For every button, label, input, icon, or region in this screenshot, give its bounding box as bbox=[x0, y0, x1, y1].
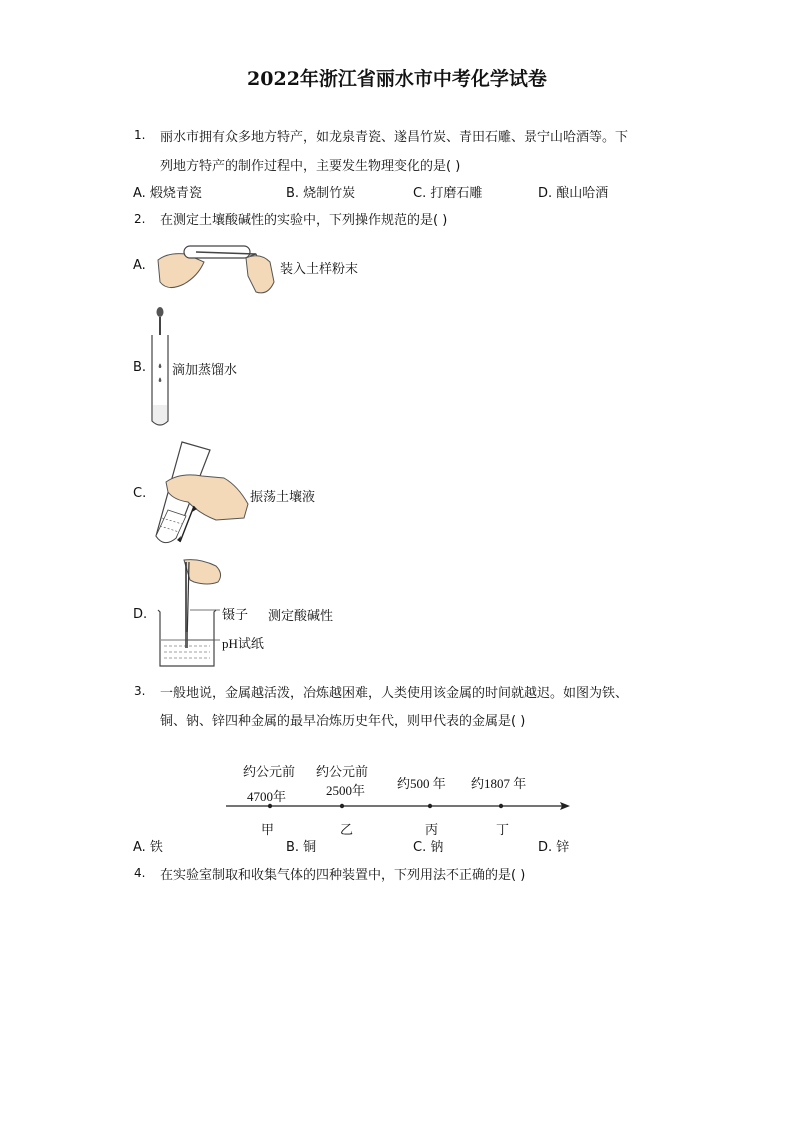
q2-option-b-letter[interactable]: B. bbox=[133, 360, 147, 375]
timeline-dot-ding bbox=[499, 804, 503, 808]
q3-number: 3. bbox=[134, 684, 146, 698]
q2-c-label: 振荡土壤液 bbox=[250, 490, 316, 505]
q2-option-c-letter[interactable]: C. bbox=[133, 486, 147, 501]
timeline-bing-top: 约500 年 bbox=[397, 776, 446, 791]
q2-a-illustration bbox=[156, 232, 281, 298]
q3-option-b[interactable]: B. 铜 bbox=[286, 840, 317, 855]
q2-b-label: 滴加蒸馏水 bbox=[172, 363, 238, 378]
q2-option-a-letter[interactable]: A. bbox=[133, 258, 146, 273]
timeline-jia-name: 甲 bbox=[261, 823, 275, 838]
timeline-dot-yi bbox=[340, 804, 344, 808]
timeline-jia-top: 约公元前 bbox=[243, 765, 296, 780]
q2-number: 2. bbox=[134, 212, 146, 226]
q3-option-a[interactable]: A. 铁 bbox=[133, 840, 163, 855]
q2-d-tweezers-label: 镊子 bbox=[222, 608, 249, 623]
q2-d-illustration bbox=[150, 558, 230, 670]
q1-number: 1. bbox=[134, 128, 146, 142]
q2-c-illustration bbox=[152, 438, 252, 550]
timeline-jia-bottom: 4700年 bbox=[247, 789, 287, 804]
timeline-ding-top: 约1807 年 bbox=[471, 776, 527, 791]
timeline-bing-name: 丙 bbox=[425, 823, 439, 838]
q2-d-paper-label: pH试纸 bbox=[222, 636, 264, 651]
q1-stem-line1: 丽水市拥有众多地方特产，如龙泉青瓷、遂昌竹炭、青田石雕、景宁山哈酒等。下 bbox=[160, 130, 629, 145]
timeline-yi-top: 约公元前 bbox=[316, 765, 369, 780]
q1-option-a[interactable]: A. 煅烧青瓷 bbox=[133, 186, 202, 201]
timeline-ding-name: 丁 bbox=[496, 823, 510, 838]
q3-option-c[interactable]: C. 钠 bbox=[413, 840, 444, 855]
timeline-dot-bing bbox=[428, 804, 432, 808]
q1-stem-line2: 列地方特产的制作过程中，主要发生物理变化的是( ) bbox=[160, 159, 461, 174]
q3-stem-line2: 铜、钠、锌四种金属的最早冶炼历史年代，则甲代表的金属是( ) bbox=[160, 714, 526, 729]
q3-option-d[interactable]: D. 锌 bbox=[538, 840, 570, 855]
q2-stem: 在测定土壤酸碱性的实验中，下列操作规范的是( ) bbox=[160, 213, 448, 228]
q2-a-label: 装入土样粉末 bbox=[280, 262, 359, 277]
page-title: 2022年浙江省丽水市中考化学试卷 bbox=[247, 68, 547, 90]
q2-d-action-label: 测定酸碱性 bbox=[268, 609, 334, 624]
q2-option-d-letter[interactable]: D. bbox=[133, 607, 148, 622]
q1-option-b[interactable]: B. 烧制竹炭 bbox=[286, 186, 356, 201]
q1-option-c[interactable]: C. 打磨石雕 bbox=[413, 186, 483, 201]
q4-number: 4. bbox=[134, 866, 146, 880]
q3-stem-line1: 一般地说，金属越活泼，冶炼越困难，人类使用该金属的时间就越迟。如图为铁、 bbox=[160, 686, 629, 701]
timeline-yi-bottom: 2500年 bbox=[326, 783, 366, 798]
q4-stem: 在实验室制取和收集气体的四种装置中，下列用法不正确的是( ) bbox=[160, 868, 526, 883]
timeline-yi-name: 乙 bbox=[340, 823, 354, 838]
q1-option-d[interactable]: D. 酿山哈酒 bbox=[538, 186, 609, 201]
